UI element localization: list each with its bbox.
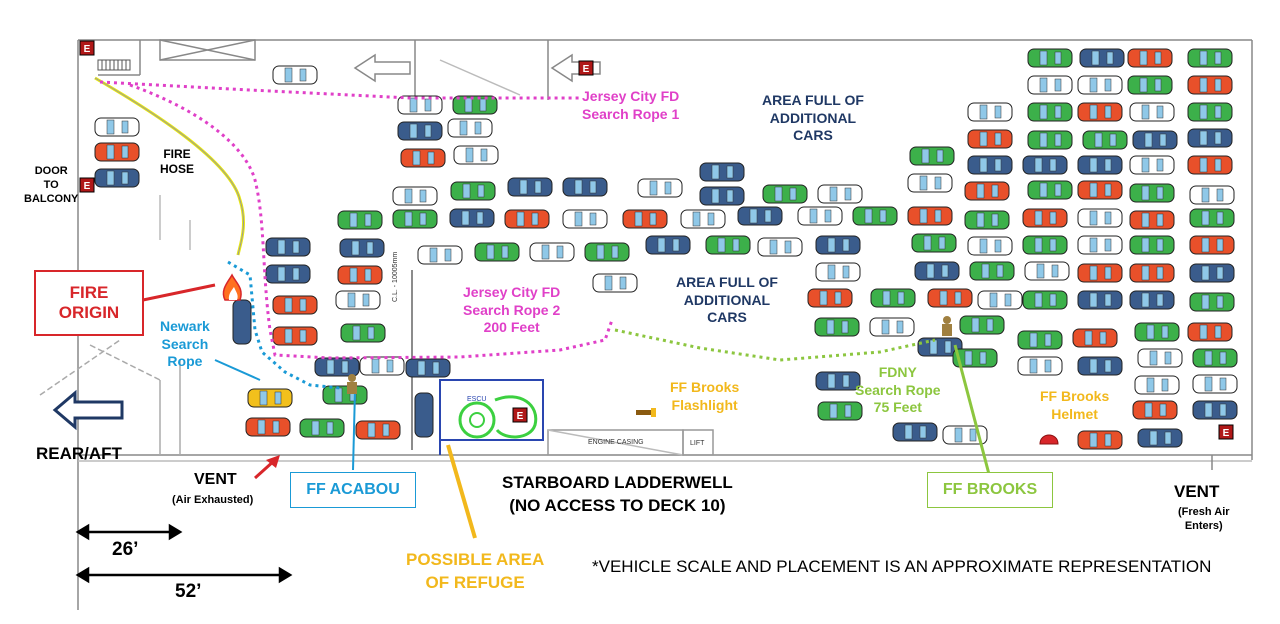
vehicle-icon — [1078, 264, 1122, 282]
vehicle-icon — [1080, 49, 1124, 67]
vehicle-icon — [706, 236, 750, 254]
vehicle-icon — [870, 318, 914, 336]
vehicle-icon — [1018, 357, 1062, 375]
vehicle-icon — [453, 96, 497, 114]
vehicle-icon — [1078, 431, 1122, 449]
area-full-label-1: AREA FULL OF ADDITIONAL CARS — [762, 92, 864, 143]
vehicle-icon — [968, 237, 1012, 255]
vehicle-icon — [1025, 262, 1069, 280]
vehicle-icon — [816, 372, 860, 390]
vehicle-icon — [1133, 401, 1177, 419]
vehicle-icon — [360, 357, 404, 375]
vehicle-icon — [1190, 209, 1234, 227]
vehicle-icon — [1188, 76, 1232, 94]
vehicle-icon — [273, 66, 317, 84]
exit-marker-icon — [513, 408, 527, 422]
vehicle-icon — [1078, 156, 1122, 174]
vehicle-icon — [415, 393, 433, 437]
vehicle-icon — [1190, 236, 1234, 254]
vehicle-icon — [1028, 103, 1072, 121]
vehicle-icon — [700, 187, 744, 205]
vehicle-icon — [928, 289, 972, 307]
vehicle-icon — [816, 263, 860, 281]
newark-rope-label: Newark Search Rope — [160, 318, 210, 369]
vehicle-icon — [246, 418, 290, 436]
possible-refuge-label: POSSIBLE AREA OF REFUGE — [406, 550, 545, 592]
vehicle-icon — [1078, 209, 1122, 227]
vehicle-icon — [1130, 211, 1174, 229]
vent-arrow — [255, 455, 280, 478]
vehicle-icon — [1023, 291, 1067, 309]
vehicle-icon — [1028, 76, 1072, 94]
firefighter-acabou-icon — [347, 374, 357, 394]
vehicle-icon — [406, 359, 450, 377]
vehicle-icon — [338, 211, 382, 229]
jersey-city-rope-2-label: Jersey City FD Search Rope 2 200 Feet — [463, 284, 561, 335]
vehicle-icon — [273, 296, 317, 314]
vehicle-icon — [970, 262, 1014, 280]
door-to-balcony-label: DOOR TO BALCONY — [24, 165, 79, 205]
vehicle-icon — [1188, 156, 1232, 174]
vehicle-icon — [1083, 131, 1127, 149]
exit-marker-icon — [80, 178, 94, 192]
vehicle-icon — [1078, 181, 1122, 199]
dimension-26-label: 26’ — [112, 539, 139, 560]
vehicle-icon — [266, 238, 310, 256]
vehicle-icon — [393, 210, 437, 228]
vehicle-icon — [1018, 331, 1062, 349]
vehicle-icon — [1193, 375, 1237, 393]
vent-right-label: VENT — [1174, 482, 1220, 501]
vehicle-icon — [763, 185, 807, 203]
vehicle-icon — [1130, 184, 1174, 202]
vehicle-icon — [871, 289, 915, 307]
vehicle-icon — [1190, 264, 1234, 282]
vehicle-icon — [336, 291, 380, 309]
vehicle-icon — [1130, 156, 1174, 174]
refuge-pointer — [448, 445, 475, 538]
vehicle-icon — [1023, 209, 1067, 227]
vehicle-icon — [700, 163, 744, 181]
fire-origin-box: FIRE ORIGIN — [34, 270, 144, 336]
vehicle-icon — [965, 211, 1009, 229]
exit-marker-icon — [80, 41, 94, 55]
engine-casing-label: ENGINE CASING — [588, 439, 644, 446]
vehicle-icon — [401, 149, 445, 167]
vehicle-icon — [563, 178, 607, 196]
vehicle-icon — [978, 291, 1022, 309]
exit-marker-label: E — [83, 44, 91, 55]
fire-origin-pointer — [143, 285, 215, 300]
vehicle-icon — [530, 243, 574, 261]
escu-label: ESCU — [467, 396, 487, 403]
vehicle-icon — [1130, 264, 1174, 282]
ff-brooks-helmet-label: FF Brooks Helmet — [1040, 388, 1110, 422]
exit-marker-label: E — [83, 181, 91, 192]
vehicle-icon — [758, 238, 802, 256]
dimension-arrows — [78, 526, 290, 581]
vehicle-icon — [1073, 329, 1117, 347]
vehicle-icon — [95, 169, 139, 187]
vehicle-icon — [585, 243, 629, 261]
vehicle-icon — [1188, 323, 1232, 341]
vehicle-icon — [1078, 76, 1122, 94]
vehicle-icon — [910, 147, 954, 165]
vehicle-icon — [1028, 49, 1072, 67]
vehicle-icon — [1190, 186, 1234, 204]
footnote: *VEHICLE SCALE AND PLACEMENT IS AN APPROXIMATE REPRESENTATION — [592, 557, 1212, 576]
ff-brooks-flashlight-label: FF Brooks Flashlight — [670, 379, 740, 413]
vehicle-icon — [593, 274, 637, 292]
vehicle-icon — [315, 358, 359, 376]
flashlight-icon — [636, 408, 656, 417]
exit-marker-icon — [579, 61, 593, 75]
dimension-52-label: 52’ — [175, 581, 202, 602]
vehicle-icon — [1193, 401, 1237, 419]
rear-aft-label: REAR/AFT — [36, 444, 122, 463]
exit-marker-label: E — [516, 411, 524, 422]
jersey-city-rope-1-label: Jersey City FD Search Rope 1 — [582, 88, 680, 122]
vehicle-icon — [1130, 103, 1174, 121]
vehicle-icon — [95, 118, 139, 136]
firefighter-brooks-icon — [942, 316, 952, 336]
vehicle-icon — [451, 182, 495, 200]
exit-marker-icon — [1219, 425, 1233, 439]
vent-right-sublabel: (Fresh Air Enters) — [1178, 506, 1230, 532]
vehicle-icon — [1130, 291, 1174, 309]
vehicle-icon — [1188, 103, 1232, 121]
deck-walls — [40, 40, 1252, 610]
vehicle-icon — [815, 318, 859, 336]
lift-label: LIFT — [690, 440, 705, 447]
vehicle-icon — [505, 210, 549, 228]
vehicle-icon — [563, 210, 607, 228]
fire-icon — [223, 275, 241, 300]
deck-dimension-label: C.L. - 10005mm — [392, 251, 399, 302]
vehicle-icon — [908, 174, 952, 192]
vehicle-icon — [646, 236, 690, 254]
vehicle-icon — [340, 239, 384, 257]
vehicle-icon — [1078, 291, 1122, 309]
vehicle-icon — [1078, 236, 1122, 254]
vehicle-icon — [808, 289, 852, 307]
vehicle-icon — [248, 389, 292, 407]
vehicle-icon — [1023, 236, 1067, 254]
vehicle-icon — [1128, 76, 1172, 94]
vehicle-icon — [338, 266, 382, 284]
vehicle-icon — [341, 324, 385, 342]
vehicle-icon — [1028, 131, 1072, 149]
stairs — [98, 60, 130, 70]
vehicle-icon — [908, 207, 952, 225]
rear-aft-arrow — [55, 393, 122, 427]
vehicle-icon — [233, 300, 251, 344]
vehicle-icon — [968, 156, 1012, 174]
vehicle-icon — [1138, 349, 1182, 367]
vehicle-icon — [475, 243, 519, 261]
vehicle-icon — [1130, 236, 1174, 254]
vehicle-icon — [448, 119, 492, 137]
vehicle-icon — [1028, 181, 1072, 199]
vehicle-icon — [818, 185, 862, 203]
exit-marker-label: E — [582, 64, 590, 75]
vehicle-icon — [681, 210, 725, 228]
vehicle-icon — [1078, 357, 1122, 375]
vehicle-icon — [454, 146, 498, 164]
vehicle-icon — [1135, 323, 1179, 341]
vehicle-icon — [968, 130, 1012, 148]
vehicle-icon — [1138, 429, 1182, 447]
vehicle-icon — [300, 419, 344, 437]
starboard-ladderwell-label: STARBOARD LADDERWELL (NO ACCESS TO DECK 10) — [502, 473, 733, 515]
vehicle-icon — [1188, 129, 1232, 147]
vehicle-icon — [638, 179, 682, 197]
vehicle-icon — [853, 207, 897, 225]
helmet-icon — [1040, 435, 1058, 444]
vehicle-icon — [1135, 376, 1179, 394]
vehicle-icon — [798, 207, 842, 225]
ff-brooks-box: FF BROOKS — [927, 472, 1053, 508]
fdny-rope-label: FDNY Search Rope 75 Feet — [855, 364, 941, 415]
vehicle-icon — [1188, 49, 1232, 67]
vehicle-icon — [356, 421, 400, 439]
exit-marker-label: E — [1222, 428, 1230, 439]
vehicle-icon — [915, 262, 959, 280]
vehicle-icon — [1023, 156, 1067, 174]
vehicle-icon — [323, 386, 367, 404]
vehicle-icon — [95, 143, 139, 161]
vent-left-sublabel: (Air Exhausted) — [172, 494, 254, 506]
vent-left-label: VENT — [194, 471, 237, 488]
vehicle-icon — [912, 234, 956, 252]
vehicle-icon — [393, 187, 437, 205]
vehicle-icon — [1193, 349, 1237, 367]
refuge-area — [440, 380, 543, 455]
vehicle-icon — [623, 210, 667, 228]
vehicle-icon — [960, 316, 1004, 334]
vehicle-icon — [1128, 49, 1172, 67]
vehicle-icon — [450, 209, 494, 227]
vehicle-icon — [893, 423, 937, 441]
vehicle-icon — [273, 327, 317, 345]
vehicle-icon — [398, 96, 442, 114]
vehicle-icon — [418, 246, 462, 264]
newark-pointer — [215, 360, 260, 380]
vehicle-icon — [738, 207, 782, 225]
vehicle-icon — [398, 122, 442, 140]
fire-hose-label: FIRE HOSE — [160, 147, 195, 176]
vehicle-icon — [968, 103, 1012, 121]
vehicle-icon — [816, 236, 860, 254]
vehicle-icon — [508, 178, 552, 196]
vehicle-icon — [266, 265, 310, 283]
vehicle-icon — [1133, 131, 1177, 149]
ff-acabou-box: FF ACABOU — [290, 472, 416, 508]
area-full-label-2: AREA FULL OF ADDITIONAL CARS — [676, 274, 778, 325]
vehicle-icon — [965, 182, 1009, 200]
vehicle-icon — [1190, 293, 1234, 311]
vehicle-icon — [1078, 103, 1122, 121]
